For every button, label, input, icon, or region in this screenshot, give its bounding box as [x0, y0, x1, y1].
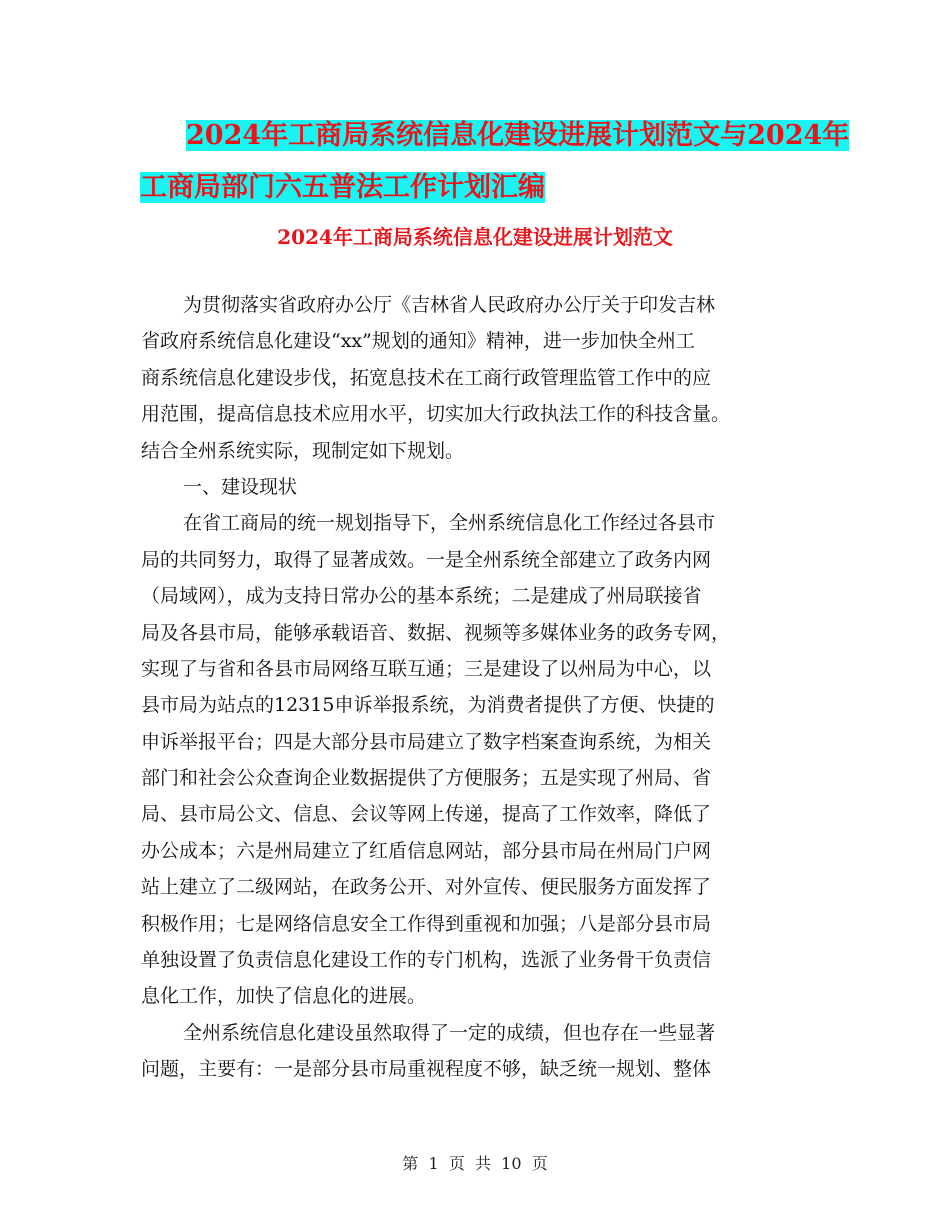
paragraph-line: 单独设置了负责信息化建设工作的专门机构，选派了业务骨干负责信 [141, 949, 712, 972]
paragraph-line: 在省工商局的统一规划指导下，全州系统信息化工作经过各县市 [183, 512, 716, 535]
paragraph-line: 用范围，提高信息技术应用水平，切实加大行政执法工作的科技含量。 [141, 403, 731, 426]
paragraph-line: 实现了与省和各县市局网络互联互通；三是建设了以州局为中心，以 [141, 657, 712, 680]
paragraph-line: 办公成本；六是州局建立了红盾信息网站，部分县市局在州局门户网 [141, 839, 712, 862]
page-footer: 第 1 页 共 10 页 [402, 1154, 548, 1173]
paragraph-line: 申诉举报平台；四是大部分县市局建立了数字档案查询系统，为相关 [141, 730, 712, 753]
paragraph-line: 积极作用；七是网络信息安全工作得到重视和加强；八是部分县市局 [141, 912, 712, 935]
body-text [141, 287, 809, 1088]
paragraph-line: 商系统信息化建设步伐，拓宽息技术在工商行政管理监管工作中的应 [141, 366, 712, 389]
title-line-2: 工商局部门六五普法工作计划汇编 [140, 172, 545, 203]
paragraph-line: （局域网），成为支持日常办公的基本系统；二是建成了州局联接省 [141, 585, 702, 608]
paragraph-line: 县市局为站点的12315申诉举报系统，为消费者提供了方便、快捷的 [141, 694, 715, 717]
section-title: 2024年工商局系统信息化建设进展计划范文 [277, 225, 673, 249]
paragraph-line: 全州系统信息化建设虽然取得了一定的成绩，但也存在一些显著 [183, 1021, 716, 1044]
paragraph-line: 省政府系统信息化建设“xx”规划的通知》精神，进一步加快全州工 [141, 330, 695, 353]
paragraph-line: 局、县市局公文、信息、会议等网上传递，提高了工作效率，降低了 [141, 803, 712, 826]
section-heading: 一、建设现状 [183, 475, 298, 498]
paragraph-line: 站上建立了二级网站，在政务公开、对外宣传、便民服务方面发挥了 [141, 876, 712, 899]
title-line-1: 2024年工商局系统信息化建设进展计划范文与2024年 [186, 120, 850, 151]
paragraph-line: 结合全州系统实际，现制定如下规划。 [141, 439, 465, 462]
paragraph-line: 为贯彻落实省政府办公厅《吉林省人民政府办公厅关于印发吉林 [183, 294, 716, 316]
paragraph-line: 局及各县市局，能够承载语音、数据、视频等多媒体业务的政务专网， [141, 621, 731, 644]
paragraph-line: 问题，主要有：一是部分县市局重视程度不够，缺乏统一规划、整体 [141, 1058, 712, 1081]
paragraph-line: 息化工作，加快了信息化的进展。 [141, 985, 427, 1008]
paragraph-line: 局的共同努力，取得了显著成效。一是全州系统全部建立了政务内网 [141, 548, 712, 571]
document-title [140, 110, 850, 214]
paragraph-line: 部门和社会公众查询企业数据提供了方便服务；五是实现了州局、省 [141, 767, 712, 790]
